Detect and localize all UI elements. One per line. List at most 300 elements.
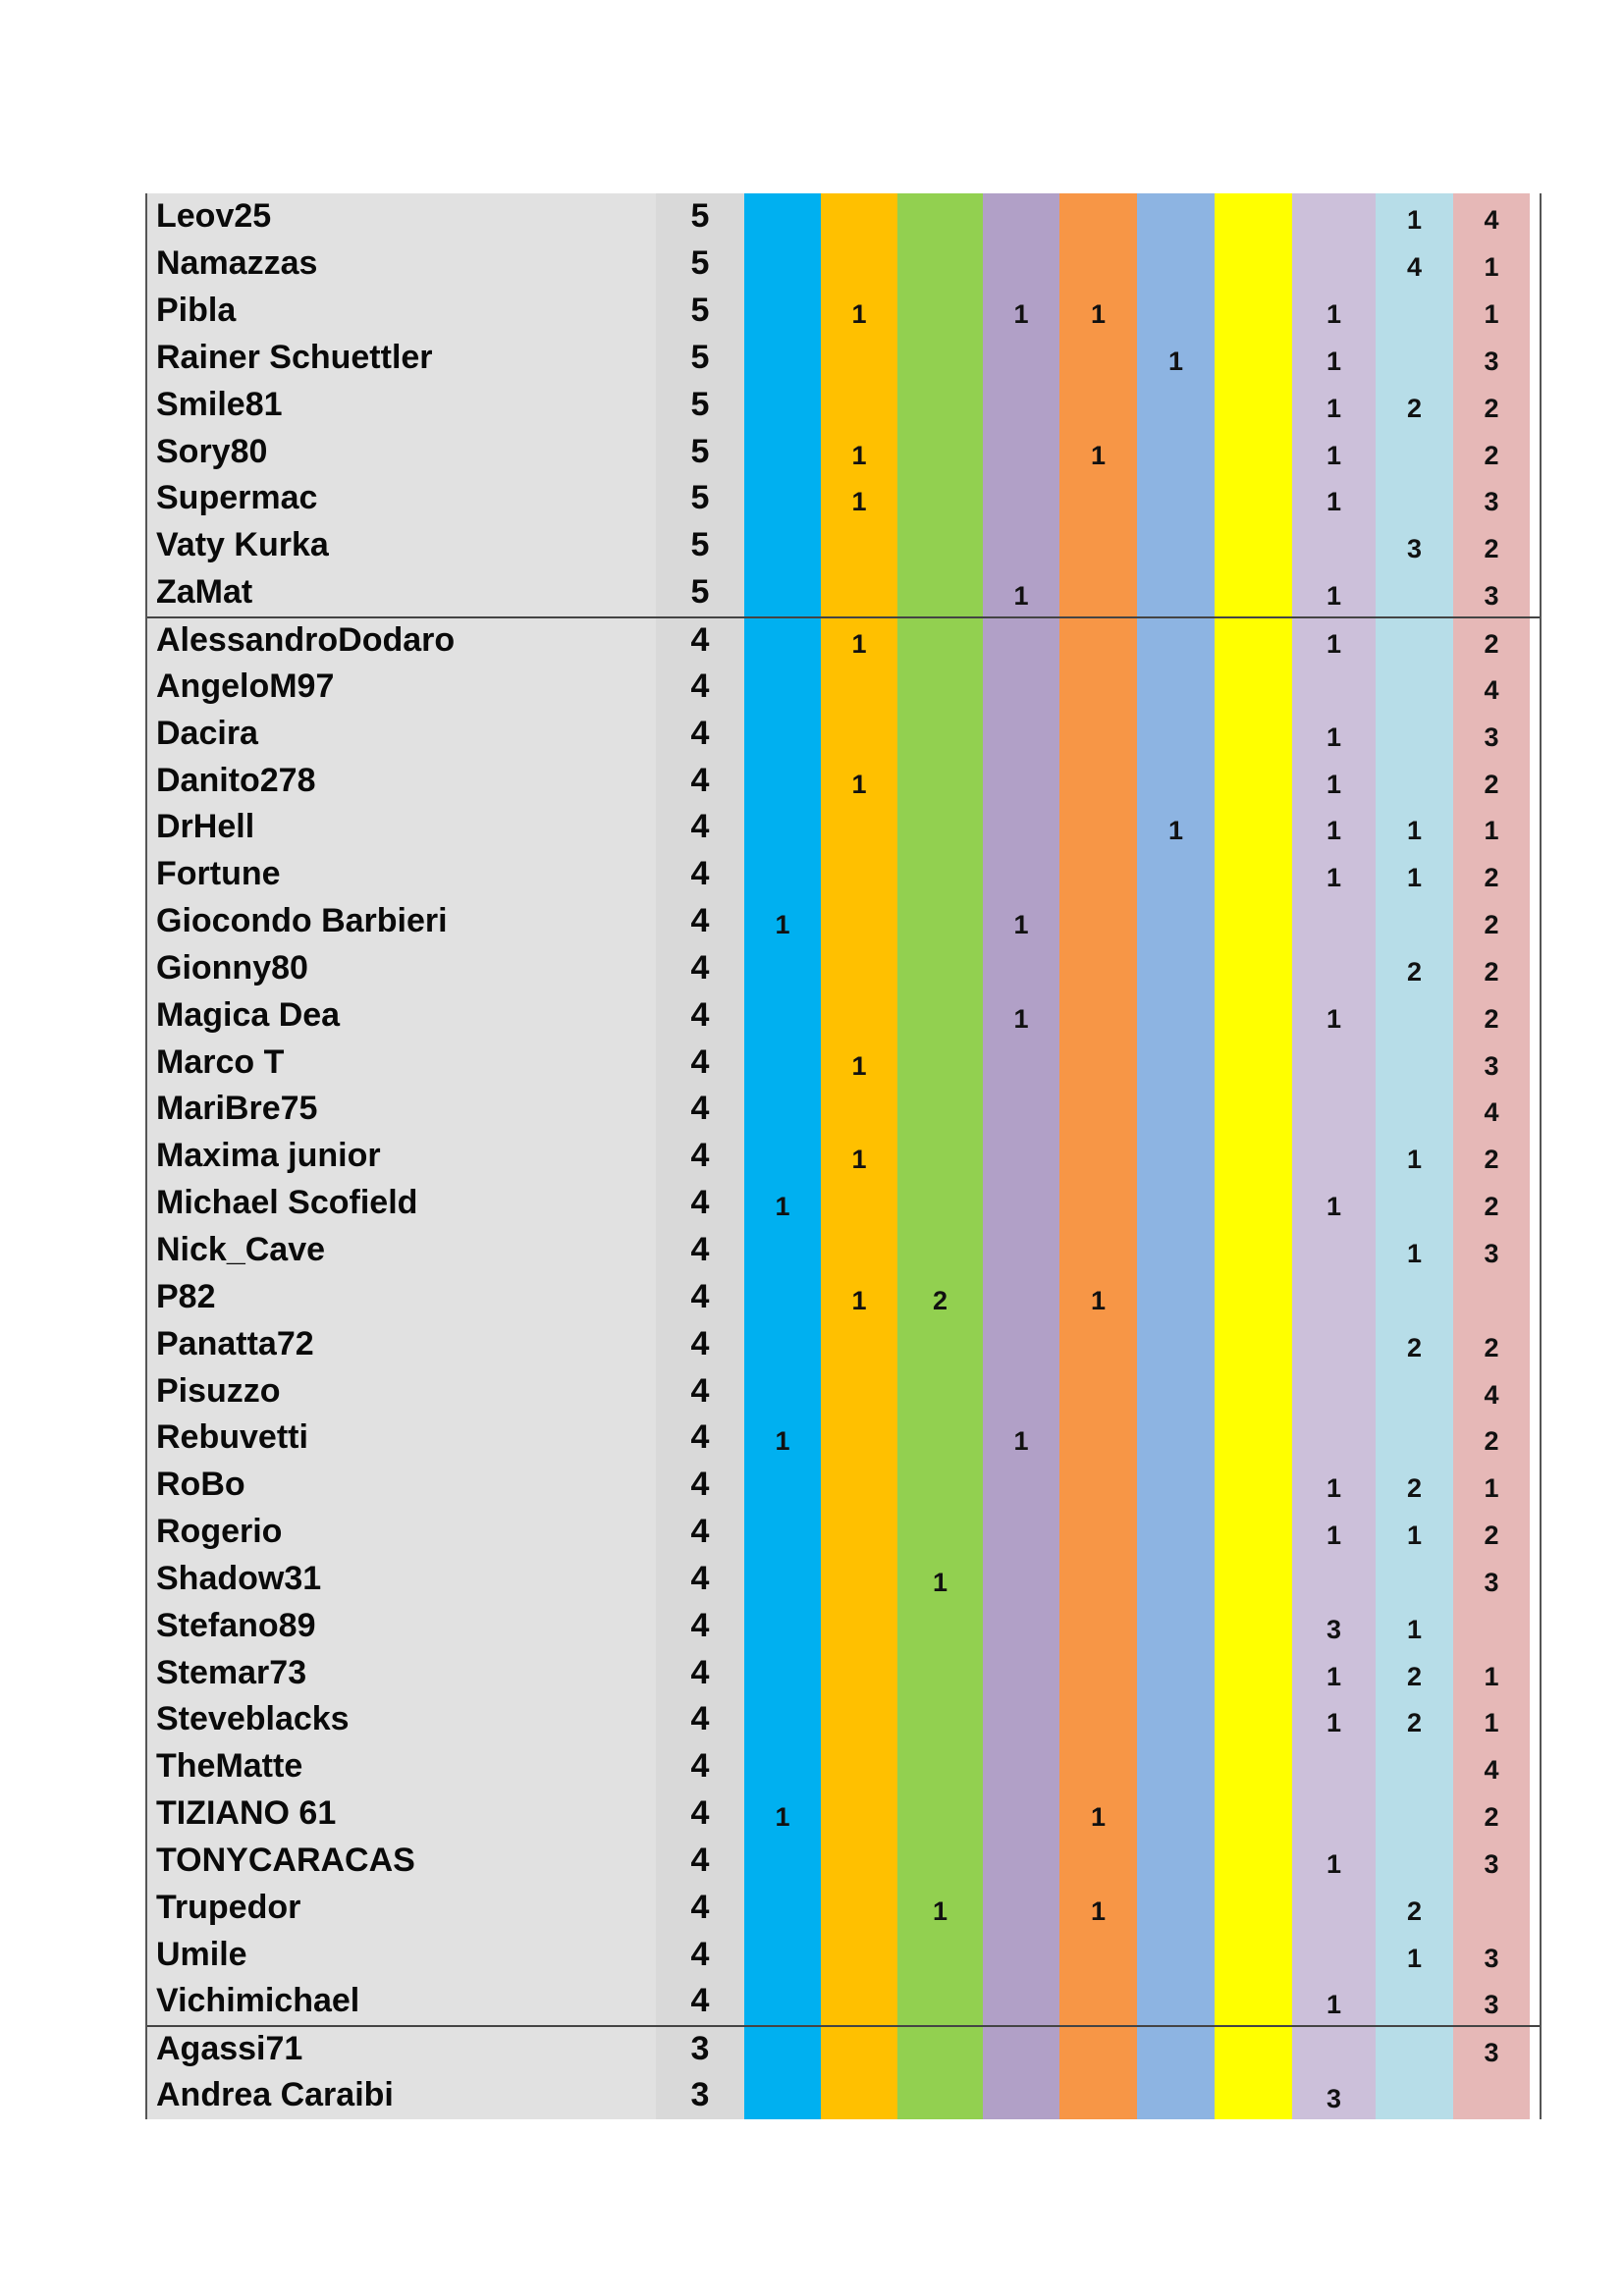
category-5-cell (1059, 335, 1137, 382)
category-6-cell (1137, 1931, 1215, 1978)
table-row (147, 1133, 1540, 1180)
category-2-cell: 1 (821, 475, 897, 522)
table-row (147, 1884, 1540, 1931)
category-6-cell (1137, 1743, 1215, 1790)
table-row (147, 1462, 1540, 1509)
player-name: Rebuvetti (147, 1415, 656, 1462)
category-2-cell (821, 1790, 897, 1838)
category-9-cell (1376, 1838, 1453, 1885)
category-8-cell: 1 (1292, 1180, 1376, 1227)
category-5-cell (1059, 1743, 1137, 1790)
category-7-cell (1215, 522, 1292, 569)
category-3-cell (897, 804, 983, 851)
category-1-cell (744, 991, 821, 1039)
category-7-cell (1215, 898, 1292, 945)
category-1-cell (744, 945, 821, 992)
category-5-cell (1059, 663, 1137, 710)
table-row (147, 1039, 1540, 1086)
category-6-cell: 1 (1137, 804, 1215, 851)
category-4-cell (983, 1884, 1059, 1931)
category-3-cell (897, 335, 983, 382)
player-name: Vichimichael (147, 1978, 656, 2025)
player-name: MariBre75 (147, 1086, 656, 1133)
category-5-cell (1059, 1133, 1137, 1180)
category-6-cell (1137, 1555, 1215, 1602)
player-total: 4 (656, 1931, 744, 1978)
category-8-cell (1292, 193, 1376, 240)
category-1-cell (744, 710, 821, 757)
category-10-cell: 3 (1453, 1227, 1530, 1274)
player-total: 5 (656, 288, 744, 335)
category-3-cell (897, 1227, 983, 1274)
category-4-cell (983, 1696, 1059, 1743)
category-9-cell (1376, 335, 1453, 382)
category-5-cell (1059, 618, 1137, 664)
category-3-cell (897, 475, 983, 522)
category-1-cell (744, 663, 821, 710)
category-1-cell (744, 2027, 821, 2072)
category-5-cell (1059, 1227, 1137, 1274)
category-9-cell (1376, 1743, 1453, 1790)
category-2-cell (821, 804, 897, 851)
category-9-cell (1376, 710, 1453, 757)
category-10-cell: 1 (1453, 1462, 1530, 1509)
category-9-cell (1376, 1273, 1453, 1320)
category-5-cell (1059, 804, 1137, 851)
category-3-cell (897, 1790, 983, 1838)
category-5-cell (1059, 1978, 1137, 2025)
category-6-cell (1137, 569, 1215, 616)
table-row (147, 335, 1540, 382)
category-1-cell (744, 1367, 821, 1415)
category-6-cell (1137, 475, 1215, 522)
category-3-cell (897, 1133, 983, 1180)
category-8-cell: 1 (1292, 1462, 1376, 1509)
category-4-cell (983, 1273, 1059, 1320)
category-7-cell (1215, 1180, 1292, 1227)
category-1-cell: 1 (744, 898, 821, 945)
category-9-cell: 1 (1376, 193, 1453, 240)
category-3-cell (897, 1367, 983, 1415)
category-1-cell (744, 1509, 821, 1556)
category-5-cell (1059, 475, 1137, 522)
category-7-cell (1215, 945, 1292, 992)
category-1-cell (744, 618, 821, 664)
category-1-cell: 1 (744, 1180, 821, 1227)
category-1-cell (744, 1555, 821, 1602)
category-8-cell: 1 (1292, 804, 1376, 851)
player-name: TIZIANO 61 (147, 1790, 656, 1838)
player-name: DrHell (147, 804, 656, 851)
category-6-cell (1137, 1180, 1215, 1227)
category-6-cell (1137, 1838, 1215, 1885)
category-1-cell (744, 428, 821, 475)
category-5-cell (1059, 1649, 1137, 1696)
category-3-cell (897, 1743, 983, 1790)
player-total: 5 (656, 335, 744, 382)
category-1-cell (744, 1320, 821, 1367)
category-9-cell (1376, 569, 1453, 616)
player-total: 4 (656, 1743, 744, 1790)
category-8-cell (1292, 663, 1376, 710)
category-5-cell (1059, 240, 1137, 288)
category-7-cell (1215, 240, 1292, 288)
category-10-cell: 3 (1453, 1838, 1530, 1885)
category-4-cell (983, 618, 1059, 664)
category-2-cell (821, 1602, 897, 1649)
table-row (147, 898, 1540, 945)
category-10-cell: 3 (1453, 1978, 1530, 2025)
player-name: Steveblacks (147, 1696, 656, 1743)
player-total: 4 (656, 1086, 744, 1133)
category-5-cell (1059, 1086, 1137, 1133)
table-row (147, 569, 1540, 616)
player-total: 3 (656, 2027, 744, 2072)
player-name: Stefano89 (147, 1602, 656, 1649)
category-9-cell (1376, 1555, 1453, 1602)
category-10-cell (1453, 1602, 1530, 1649)
category-4-cell (983, 1180, 1059, 1227)
category-2-cell (821, 1415, 897, 1462)
category-1-cell (744, 1133, 821, 1180)
category-3-cell (897, 2027, 983, 2072)
player-total: 5 (656, 428, 744, 475)
table-row (147, 288, 1540, 335)
category-10-cell (1453, 2072, 1530, 2119)
category-8-cell (1292, 1743, 1376, 1790)
category-7-cell (1215, 381, 1292, 428)
category-9-cell: 2 (1376, 1462, 1453, 1509)
category-7-cell (1215, 1790, 1292, 1838)
category-2-cell: 1 (821, 618, 897, 664)
table-row (147, 1978, 1540, 2025)
category-10-cell: 2 (1453, 898, 1530, 945)
player-total: 4 (656, 1509, 744, 1556)
player-name: Panatta72 (147, 1320, 656, 1367)
category-2-cell (821, 1696, 897, 1743)
category-3-cell (897, 618, 983, 664)
player-name: Michael Scofield (147, 1180, 656, 1227)
category-2-cell (821, 1555, 897, 1602)
category-3-cell (897, 1039, 983, 1086)
category-6-cell (1137, 1696, 1215, 1743)
category-8-cell (1292, 1320, 1376, 1367)
category-4-cell (983, 335, 1059, 382)
category-10-cell: 2 (1453, 1180, 1530, 1227)
table-row (147, 1273, 1540, 1320)
category-9-cell (1376, 1086, 1453, 1133)
table-row (147, 1180, 1540, 1227)
category-1-cell (744, 1273, 821, 1320)
category-9-cell: 1 (1376, 1602, 1453, 1649)
category-7-cell (1215, 1884, 1292, 1931)
category-1-cell: 1 (744, 1790, 821, 1838)
category-2-cell (821, 851, 897, 898)
category-6-cell (1137, 1602, 1215, 1649)
category-7-cell (1215, 1696, 1292, 1743)
category-5-cell (1059, 1415, 1137, 1462)
category-9-cell: 1 (1376, 804, 1453, 851)
category-5-cell: 1 (1059, 288, 1137, 335)
category-4-cell (983, 475, 1059, 522)
player-name: RoBo (147, 1462, 656, 1509)
player-name: Pisuzzo (147, 1367, 656, 1415)
category-2-cell (821, 335, 897, 382)
category-8-cell (1292, 1227, 1376, 1274)
category-8-cell (1292, 1790, 1376, 1838)
category-9-cell: 2 (1376, 945, 1453, 992)
category-6-cell (1137, 1649, 1215, 1696)
category-9-cell (1376, 2072, 1453, 2119)
category-9-cell: 1 (1376, 851, 1453, 898)
category-5-cell (1059, 851, 1137, 898)
category-6-cell (1137, 710, 1215, 757)
category-5-cell: 1 (1059, 1790, 1137, 1838)
player-total: 4 (656, 757, 744, 804)
player-total: 4 (656, 851, 744, 898)
category-10-cell: 2 (1453, 381, 1530, 428)
player-total: 4 (656, 710, 744, 757)
player-name: Magica Dea (147, 991, 656, 1039)
category-2-cell (821, 1320, 897, 1367)
category-10-cell: 2 (1453, 522, 1530, 569)
category-8-cell: 1 (1292, 1838, 1376, 1885)
player-name: Vaty Kurka (147, 522, 656, 569)
category-3-cell (897, 1649, 983, 1696)
category-1-cell (744, 1602, 821, 1649)
category-6-cell (1137, 1273, 1215, 1320)
category-2-cell (821, 240, 897, 288)
category-6-cell (1137, 1320, 1215, 1367)
table-row (147, 1743, 1540, 1790)
category-1-cell (744, 2072, 821, 2119)
category-9-cell (1376, 288, 1453, 335)
player-total: 4 (656, 1555, 744, 1602)
category-4-cell (983, 1367, 1059, 1415)
table-row (147, 1931, 1540, 1978)
category-8-cell: 1 (1292, 335, 1376, 382)
category-4-cell (983, 1838, 1059, 1885)
category-4-cell (983, 1790, 1059, 1838)
category-3-cell (897, 381, 983, 428)
category-2-cell (821, 710, 897, 757)
category-9-cell (1376, 757, 1453, 804)
category-6-cell (1137, 1227, 1215, 1274)
category-8-cell: 1 (1292, 428, 1376, 475)
player-name: Shadow31 (147, 1555, 656, 1602)
table-row (147, 1602, 1540, 1649)
category-4-cell (983, 1509, 1059, 1556)
table-row (147, 945, 1540, 992)
category-9-cell: 2 (1376, 1649, 1453, 1696)
category-4-cell: 1 (983, 991, 1059, 1039)
category-5-cell: 1 (1059, 1884, 1137, 1931)
category-7-cell (1215, 991, 1292, 1039)
player-total: 4 (656, 1978, 744, 2025)
category-6-cell (1137, 522, 1215, 569)
player-name: Giocondo Barbieri (147, 898, 656, 945)
player-total: 5 (656, 381, 744, 428)
category-9-cell: 2 (1376, 1320, 1453, 1367)
category-4-cell (983, 2072, 1059, 2119)
player-total: 4 (656, 1039, 744, 1086)
category-9-cell (1376, 2027, 1453, 2072)
category-6-cell (1137, 1790, 1215, 1838)
category-5-cell: 1 (1059, 428, 1137, 475)
category-7-cell (1215, 428, 1292, 475)
category-9-cell (1376, 1415, 1453, 1462)
player-total: 4 (656, 945, 744, 992)
category-6-cell (1137, 1884, 1215, 1931)
table-row (147, 851, 1540, 898)
category-8-cell: 3 (1292, 2072, 1376, 2119)
category-9-cell (1376, 618, 1453, 664)
category-2-cell (821, 1931, 897, 1978)
category-3-cell (897, 1086, 983, 1133)
table-row (147, 1838, 1540, 1885)
category-5-cell (1059, 522, 1137, 569)
category-10-cell: 2 (1453, 851, 1530, 898)
player-name: Sory80 (147, 428, 656, 475)
category-9-cell: 1 (1376, 1509, 1453, 1556)
category-5-cell (1059, 945, 1137, 992)
category-4-cell (983, 757, 1059, 804)
player-total: 4 (656, 1227, 744, 1274)
category-2-cell (821, 1086, 897, 1133)
category-3-cell: 2 (897, 1273, 983, 1320)
category-6-cell (1137, 1133, 1215, 1180)
category-9-cell: 1 (1376, 1133, 1453, 1180)
category-4-cell (983, 1649, 1059, 1696)
category-3-cell (897, 1696, 983, 1743)
category-2-cell (821, 945, 897, 992)
player-name: Maxima junior (147, 1133, 656, 1180)
category-9-cell (1376, 1978, 1453, 2025)
category-10-cell: 2 (1453, 1133, 1530, 1180)
player-total: 4 (656, 618, 744, 664)
category-6-cell (1137, 193, 1215, 240)
category-5-cell (1059, 1931, 1137, 1978)
player-total: 4 (656, 1180, 744, 1227)
category-10-cell: 3 (1453, 2027, 1530, 2072)
player-total: 5 (656, 475, 744, 522)
category-2-cell: 1 (821, 757, 897, 804)
table-row (147, 1367, 1540, 1415)
category-7-cell (1215, 288, 1292, 335)
category-1-cell: 1 (744, 1415, 821, 1462)
table-row (147, 428, 1540, 475)
category-1-cell (744, 804, 821, 851)
category-3-cell (897, 1509, 983, 1556)
category-8-cell (1292, 522, 1376, 569)
player-name: AngeloM97 (147, 663, 656, 710)
player-name: Gionny80 (147, 945, 656, 992)
category-1-cell (744, 1086, 821, 1133)
player-total: 4 (656, 1133, 744, 1180)
category-5-cell (1059, 710, 1137, 757)
category-2-cell (821, 1649, 897, 1696)
category-8-cell: 1 (1292, 1649, 1376, 1696)
category-3-cell (897, 193, 983, 240)
category-10-cell: 3 (1453, 1555, 1530, 1602)
category-9-cell (1376, 898, 1453, 945)
player-total: 4 (656, 991, 744, 1039)
category-7-cell (1215, 1273, 1292, 1320)
category-5-cell (1059, 1509, 1137, 1556)
category-8-cell (1292, 1367, 1376, 1415)
category-10-cell: 3 (1453, 710, 1530, 757)
category-10-cell: 4 (1453, 1367, 1530, 1415)
category-7-cell (1215, 1931, 1292, 1978)
category-9-cell: 1 (1376, 1931, 1453, 1978)
category-7-cell (1215, 1743, 1292, 1790)
category-10-cell: 3 (1453, 569, 1530, 616)
player-name: Supermac (147, 475, 656, 522)
category-10-cell: 4 (1453, 1086, 1530, 1133)
category-4-cell: 1 (983, 898, 1059, 945)
category-10-cell: 3 (1453, 335, 1530, 382)
player-name: AlessandroDodaro (147, 618, 656, 664)
category-6-cell (1137, 618, 1215, 664)
category-10-cell: 2 (1453, 991, 1530, 1039)
category-9-cell: 2 (1376, 1696, 1453, 1743)
category-2-cell (821, 1884, 897, 1931)
table-row (147, 1320, 1540, 1367)
category-3-cell (897, 945, 983, 992)
category-2-cell (821, 1743, 897, 1790)
category-5-cell (1059, 2072, 1137, 2119)
table-row (147, 616, 1540, 664)
category-4-cell: 1 (983, 569, 1059, 616)
category-8-cell: 1 (1292, 1509, 1376, 1556)
category-1-cell (744, 1227, 821, 1274)
category-4-cell (983, 193, 1059, 240)
category-5-cell (1059, 1320, 1137, 1367)
table-row (147, 1649, 1540, 1696)
category-4-cell (983, 663, 1059, 710)
category-4-cell (983, 1602, 1059, 1649)
player-total: 4 (656, 1696, 744, 1743)
category-8-cell (1292, 1273, 1376, 1320)
category-3-cell (897, 991, 983, 1039)
category-4-cell (983, 1978, 1059, 2025)
category-8-cell: 1 (1292, 710, 1376, 757)
category-9-cell (1376, 1039, 1453, 1086)
category-2-cell (821, 193, 897, 240)
category-2-cell (821, 898, 897, 945)
category-1-cell (744, 1931, 821, 1978)
player-name: P82 (147, 1273, 656, 1320)
category-3-cell (897, 898, 983, 945)
category-2-cell (821, 991, 897, 1039)
category-3-cell (897, 1415, 983, 1462)
category-10-cell: 1 (1453, 804, 1530, 851)
player-name: Stemar73 (147, 1649, 656, 1696)
player-name: Pibla (147, 288, 656, 335)
category-7-cell (1215, 804, 1292, 851)
category-4-cell (983, 1086, 1059, 1133)
category-10-cell: 2 (1453, 1790, 1530, 1838)
table-row (147, 710, 1540, 757)
table-row (147, 804, 1540, 851)
category-7-cell (1215, 1039, 1292, 1086)
player-total: 4 (656, 1602, 744, 1649)
player-total: 4 (656, 1884, 744, 1931)
category-2-cell (821, 663, 897, 710)
category-3-cell (897, 1462, 983, 1509)
category-7-cell (1215, 1367, 1292, 1415)
category-3-cell (897, 1931, 983, 1978)
